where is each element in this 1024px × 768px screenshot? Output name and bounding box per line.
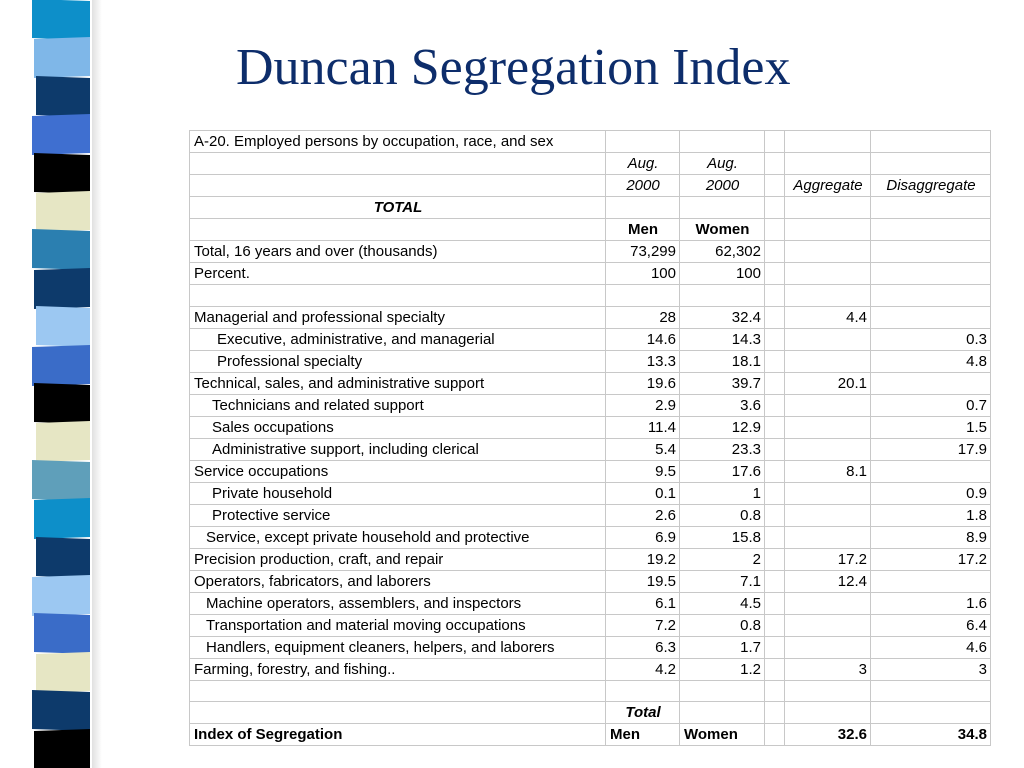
men-value: 19.6 bbox=[606, 372, 680, 394]
spacer-cell bbox=[765, 416, 785, 438]
disaggregate-value bbox=[871, 285, 991, 307]
header-row-1 bbox=[190, 153, 991, 175]
stripe-band bbox=[32, 229, 90, 270]
spacer-cell bbox=[765, 570, 785, 592]
occupation-label bbox=[190, 285, 606, 307]
men-value: 7.2 bbox=[606, 614, 680, 636]
header-row-2 bbox=[190, 175, 991, 197]
table-row bbox=[190, 548, 991, 570]
table-row bbox=[190, 328, 991, 350]
disaggregate-value bbox=[871, 460, 991, 482]
disaggregate-value bbox=[871, 570, 991, 592]
aggregate-value bbox=[785, 328, 871, 350]
aggregate-header: Aggregate bbox=[785, 175, 871, 197]
stripe-band bbox=[32, 690, 90, 731]
stripe-band bbox=[36, 652, 90, 693]
table-row bbox=[190, 658, 991, 680]
occupation-label: Technicians and related support bbox=[190, 394, 606, 416]
women-value: 14.3 bbox=[680, 328, 765, 350]
stripe-band bbox=[34, 729, 90, 768]
index-label: Index of Segregation bbox=[190, 724, 606, 746]
spacer-cell bbox=[765, 241, 785, 263]
disaggregate-value: 4.6 bbox=[871, 636, 991, 658]
disaggregate-value: 1.5 bbox=[871, 416, 991, 438]
disaggregate-value: 3 bbox=[871, 658, 991, 680]
men-header-month: Aug. bbox=[606, 153, 680, 175]
women-value: 23.3 bbox=[680, 438, 765, 460]
men-value bbox=[606, 285, 680, 307]
caption-row bbox=[190, 131, 991, 153]
men-value: 6.3 bbox=[606, 636, 680, 658]
table-row bbox=[190, 285, 991, 307]
index-women-label: Women bbox=[680, 724, 765, 746]
occupation-label: Percent. bbox=[190, 263, 606, 285]
women-value: 17.6 bbox=[680, 460, 765, 482]
men-value: 73,299 bbox=[606, 241, 680, 263]
aggregate-value: 4.4 bbox=[785, 306, 871, 328]
spacer-cell bbox=[765, 614, 785, 636]
index-row bbox=[190, 724, 991, 746]
stripe-band bbox=[34, 613, 90, 654]
men-value: 4.2 bbox=[606, 658, 680, 680]
occupation-label: Operators, fabricators, and laborers bbox=[190, 570, 606, 592]
table-caption: A-20. Employed persons by occupation, race, and sex bbox=[190, 131, 606, 153]
stripe-band bbox=[34, 153, 90, 194]
men-value: 19.2 bbox=[606, 548, 680, 570]
table-row bbox=[190, 614, 991, 636]
stripe-band bbox=[32, 460, 90, 501]
women-value: 15.8 bbox=[680, 526, 765, 548]
men-value: 6.1 bbox=[606, 592, 680, 614]
women-value: 1.7 bbox=[680, 636, 765, 658]
index-aggregate-value: 32.6 bbox=[785, 724, 871, 746]
spacer-cell bbox=[765, 350, 785, 372]
men-value: 5.4 bbox=[606, 438, 680, 460]
total-label: TOTAL bbox=[190, 197, 606, 219]
table-row bbox=[190, 394, 991, 416]
disaggregate-value: 1.8 bbox=[871, 504, 991, 526]
total-footer-label: Total bbox=[606, 702, 680, 724]
disaggregate-value: 0.3 bbox=[871, 328, 991, 350]
aggregate-value: 3 bbox=[785, 658, 871, 680]
stripe-band bbox=[36, 191, 90, 232]
occupation-label: Machine operators, assemblers, and inspectors bbox=[190, 592, 606, 614]
aggregate-value: 20.1 bbox=[785, 372, 871, 394]
spacer-cell bbox=[765, 285, 785, 307]
women-value: 1 bbox=[680, 482, 765, 504]
table-row bbox=[190, 504, 991, 526]
spacer-cell bbox=[765, 592, 785, 614]
spacer-cell bbox=[765, 504, 785, 526]
spacer-cell bbox=[765, 328, 785, 350]
men-value: 2.6 bbox=[606, 504, 680, 526]
table-row bbox=[190, 350, 991, 372]
women-value: 2 bbox=[680, 548, 765, 570]
men-value: 0.1 bbox=[606, 482, 680, 504]
aggregate-value bbox=[785, 416, 871, 438]
women-value: 1.2 bbox=[680, 658, 765, 680]
spacer-cell bbox=[765, 306, 785, 328]
occupation-label bbox=[190, 680, 606, 702]
women-value: 0.8 bbox=[680, 614, 765, 636]
occupation-label: Administrative support, including clerical bbox=[190, 438, 606, 460]
disaggregate-value bbox=[871, 241, 991, 263]
spacer-cell bbox=[765, 263, 785, 285]
decorative-stripe bbox=[30, 0, 102, 768]
spacer-cell bbox=[765, 460, 785, 482]
table-row bbox=[190, 680, 991, 702]
occupation-label: Technical, sales, and administrative support bbox=[190, 372, 606, 394]
women-header: Women bbox=[680, 219, 765, 241]
aggregate-value: 8.1 bbox=[785, 460, 871, 482]
men-header: Men bbox=[606, 219, 680, 241]
aggregate-value bbox=[785, 482, 871, 504]
aggregate-value bbox=[785, 592, 871, 614]
occupation-label: Executive, administrative, and managerial bbox=[190, 328, 606, 350]
men-value: 14.6 bbox=[606, 328, 680, 350]
disaggregate-value: 0.7 bbox=[871, 394, 991, 416]
table-row bbox=[190, 416, 991, 438]
table-row bbox=[190, 438, 991, 460]
occupation-label: Protective service bbox=[190, 504, 606, 526]
table-row bbox=[190, 482, 991, 504]
occupation-label: Private household bbox=[190, 482, 606, 504]
index-men-label: Men bbox=[606, 724, 680, 746]
index-disaggregate-value: 34.8 bbox=[871, 724, 991, 746]
occupation-label: Precision production, craft, and repair bbox=[190, 548, 606, 570]
table-row bbox=[190, 460, 991, 482]
men-value: 2.9 bbox=[606, 394, 680, 416]
table-row bbox=[190, 570, 991, 592]
women-value: 62,302 bbox=[680, 241, 765, 263]
stripe-band bbox=[32, 114, 90, 155]
disaggregate-value bbox=[871, 680, 991, 702]
aggregate-value bbox=[785, 394, 871, 416]
spacer-cell bbox=[765, 680, 785, 702]
women-value: 4.5 bbox=[680, 592, 765, 614]
women-value: 12.9 bbox=[680, 416, 765, 438]
sex-header-row bbox=[190, 219, 991, 241]
table-row bbox=[190, 592, 991, 614]
aggregate-value bbox=[785, 636, 871, 658]
aggregate-value bbox=[785, 285, 871, 307]
disaggregate-value: 4.8 bbox=[871, 350, 991, 372]
slide-title: Duncan Segregation Index bbox=[236, 39, 791, 96]
aggregate-value bbox=[785, 263, 871, 285]
stripe-band bbox=[36, 421, 90, 462]
men-value: 19.5 bbox=[606, 570, 680, 592]
total-footer-row bbox=[190, 702, 991, 724]
disaggregate-value: 1.6 bbox=[871, 592, 991, 614]
occupation-label: Farming, forestry, and fishing.. bbox=[190, 658, 606, 680]
occupation-label: Service, except private household and protective bbox=[190, 526, 606, 548]
women-value bbox=[680, 285, 765, 307]
stripe-band bbox=[32, 345, 90, 386]
women-value: 3.6 bbox=[680, 394, 765, 416]
women-value: 100 bbox=[680, 263, 765, 285]
occupation-label: Service occupations bbox=[190, 460, 606, 482]
stripe-band bbox=[34, 383, 90, 424]
men-header-year: 2000 bbox=[606, 175, 680, 197]
men-value bbox=[606, 680, 680, 702]
spacer-cell bbox=[765, 526, 785, 548]
occupation-label: Professional specialty bbox=[190, 350, 606, 372]
disaggregate-value bbox=[871, 372, 991, 394]
women-header-month: Aug. bbox=[680, 153, 765, 175]
table-row bbox=[190, 263, 991, 285]
stripe-band bbox=[34, 498, 90, 539]
table-row bbox=[190, 241, 991, 263]
aggregate-value: 17.2 bbox=[785, 548, 871, 570]
stripe-band bbox=[36, 306, 90, 347]
disaggregate-value bbox=[871, 263, 991, 285]
table-row bbox=[190, 526, 991, 548]
aggregate-value bbox=[785, 526, 871, 548]
aggregate-value bbox=[785, 614, 871, 636]
men-value: 6.9 bbox=[606, 526, 680, 548]
men-value: 9.5 bbox=[606, 460, 680, 482]
disaggregate-value: 6.4 bbox=[871, 614, 991, 636]
disaggregate-value: 17.9 bbox=[871, 438, 991, 460]
aggregate-value: 12.4 bbox=[785, 570, 871, 592]
women-header-year: 2000 bbox=[680, 175, 765, 197]
disaggregate-value: 0.9 bbox=[871, 482, 991, 504]
stripe-band bbox=[34, 268, 90, 309]
men-value: 28 bbox=[606, 306, 680, 328]
stripe-band bbox=[32, 0, 90, 40]
segregation-table bbox=[189, 130, 991, 746]
stripe-shadow bbox=[92, 0, 102, 768]
disaggregate-value: 8.9 bbox=[871, 526, 991, 548]
table-row bbox=[190, 372, 991, 394]
aggregate-value bbox=[785, 350, 871, 372]
women-value: 0.8 bbox=[680, 504, 765, 526]
women-value: 18.1 bbox=[680, 350, 765, 372]
women-value: 32.4 bbox=[680, 306, 765, 328]
spacer-cell bbox=[765, 372, 785, 394]
spacer-cell bbox=[765, 658, 785, 680]
spacer-cell bbox=[765, 394, 785, 416]
occupation-label: Total, 16 years and over (thousands) bbox=[190, 241, 606, 263]
stripe-band bbox=[36, 76, 90, 117]
spacer-cell bbox=[765, 482, 785, 504]
spacer-cell bbox=[765, 438, 785, 460]
men-value: 100 bbox=[606, 263, 680, 285]
women-value: 39.7 bbox=[680, 372, 765, 394]
stripe-band bbox=[36, 537, 90, 578]
spacer-cell bbox=[765, 548, 785, 570]
aggregate-value bbox=[785, 680, 871, 702]
table-row bbox=[190, 636, 991, 658]
aggregate-value bbox=[785, 241, 871, 263]
occupation-label: Transportation and material moving occupations bbox=[190, 614, 606, 636]
men-value: 13.3 bbox=[606, 350, 680, 372]
stripe-band bbox=[34, 37, 90, 78]
disaggregate-value: 17.2 bbox=[871, 548, 991, 570]
spacer-cell bbox=[765, 636, 785, 658]
men-value: 11.4 bbox=[606, 416, 680, 438]
women-value: 7.1 bbox=[680, 570, 765, 592]
disaggregate-value bbox=[871, 306, 991, 328]
aggregate-value bbox=[785, 438, 871, 460]
aggregate-value bbox=[785, 504, 871, 526]
disaggregate-header: Disaggregate bbox=[871, 175, 991, 197]
occupation-label: Sales occupations bbox=[190, 416, 606, 438]
total-label-row bbox=[190, 197, 991, 219]
occupation-label: Handlers, equipment cleaners, helpers, and laborers bbox=[190, 636, 606, 658]
women-value bbox=[680, 680, 765, 702]
table-row bbox=[190, 306, 991, 328]
stripe-band bbox=[32, 575, 90, 616]
occupation-label: Managerial and professional specialty bbox=[190, 306, 606, 328]
